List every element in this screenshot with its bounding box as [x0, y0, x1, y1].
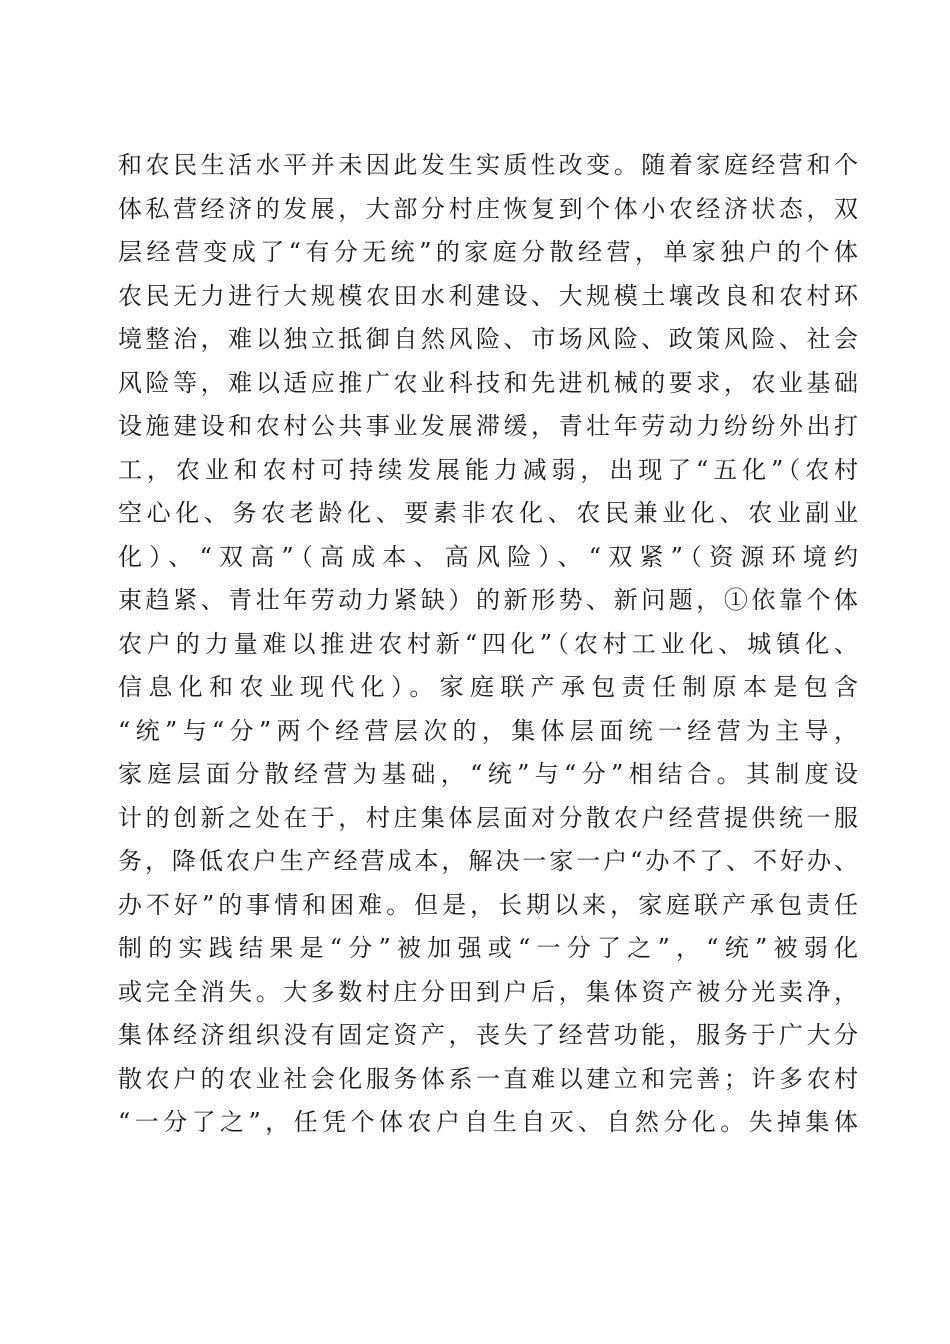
text-line: 或完全消失。大多数村庄分田到户后，集体资产被分光卖净， — [118, 977, 858, 1006]
text-line: 工，农业和农村可持续发展能力减弱，出现了“五化”（农村 — [118, 455, 858, 484]
text-line: 空心化、务农老龄化、要素非农化、农民兼业化、农业副业 — [118, 499, 858, 527]
text-line: 束趋紧、青壮年劳动力紧缺）的新形势、新问题，①依靠个体 — [118, 586, 858, 614]
text-line: 层经营变成了“有分无统”的家庭分散经营，单家独户的个体 — [118, 238, 858, 266]
text-line: 风险等，难以适应推广农业科技和先进机械的要求，农业基础 — [118, 368, 858, 397]
text-line: 农民无力进行大规模农田水利建设、大规模土壤改良和农村环 — [118, 281, 858, 310]
text-line: 和农民生活水平并未因此发生实质性改变。随着家庭经营和个 — [118, 151, 858, 179]
text-line: 化）、“双高”（高成本、高风险）、“双紧”（资源环境约 — [118, 542, 858, 571]
text-line: 务，降低农户生产经营成本，解决一家一户“办不了、不好办、 — [118, 847, 858, 875]
text-line: 信息化和农业现代化）。家庭联产承包责任制原本是包含 — [118, 673, 858, 701]
text-line: 家庭层面分散经营为基础，“统”与“分”相结合。其制度设 — [118, 760, 858, 788]
text-line: 散农户的农业社会化服务体系一直难以建立和完善；许多农村 — [118, 1064, 858, 1093]
text-line: 计的创新之处在于，村庄集体层面对分散农户经营提供统一服 — [118, 803, 858, 832]
text-line: 体私营经济的发展，大部分村庄恢复到个体小农经济状态，双 — [118, 194, 858, 223]
text-line: 办不好”的事情和困难。但是，长期以来，家庭联产承包责任 — [118, 890, 858, 919]
body-paragraph — [118, 144, 858, 1145]
text-line: “统”与“分”两个经营层次的，集体层面统一经营为主导， — [118, 716, 858, 745]
text-line: 境整治，难以独立抵御自然风险、市场风险、政策风险、社会 — [118, 325, 858, 353]
text-line: 农户的力量难以推进农村新“四化”（农村工业化、城镇化、 — [118, 629, 858, 658]
text-line: 集体经济组织没有固定资产，丧失了经营功能，服务于广大分 — [118, 1021, 858, 1049]
text-line: “一分了之”，任凭个体农户自生自灭、自然分化。失掉集体 — [118, 1108, 858, 1136]
text-line: 制的实践结果是“分”被加强或“一分了之”，“统”被弱化 — [118, 934, 858, 962]
text-line: 设施建设和农村公共事业发展滞缓，青壮年劳动力纷纷外出打 — [118, 412, 858, 440]
